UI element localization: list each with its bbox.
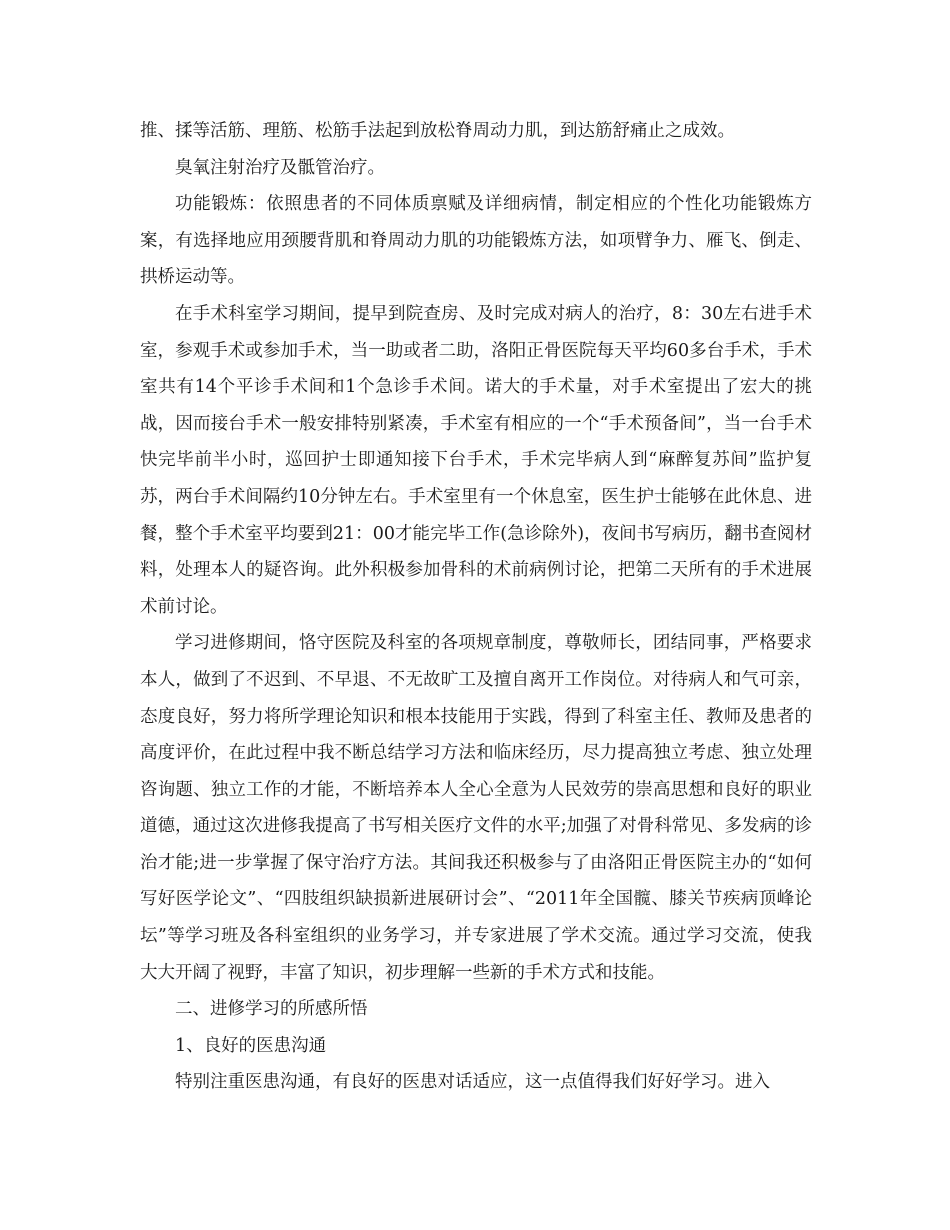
subsection-heading: 1、良好的医患沟通 [175,1035,327,1056]
paragraph: 功能锻炼：依照患者的不同体质禀赋及详细病情，制定相应的个性化功能锻炼方案，有选择地应用颈腰背肌和脊周动力肌的功能锻炼方法，如项臂争力、雁飞、倒走、拱桥运动等。 [140,194,812,288]
paragraph: 学习进修期间，恪守医院及科室的各项规章制度，尊敬师长，团结同事，严格要求本人，做到了不迟到、不早退、不无故旷工及擅自离开工作岗位。对待病人和气可亲，态度良好，努力将所学理论知识和根本技能用于实践，得到了科室主任、教师及患者的高度评价，在此过程中我不断总结学习方法和临床经历，尽力提高独立考虑、独立处理咨询题、独立工作的才能，不断培养本人全心全意为人民效劳的崇高思想和良好的职业道德，通过这次进修我提高了书写相关医疗文件的水平;加强了对骨科常见、多发病的诊治才能;进一步掌握了保守治疗方法。其间我还积极参与了由洛阳正骨医院主办的“如何写好医学论文”、“四肢组织缺损新进展研讨会”、“2011年全国髋、膝关节疾病顶峰论坛”等学习班及各科室组织的业务学习，并专家进展了学术交流。通过学习交流，使我大大开阔了视野，丰富了知识，初步理解一些新的手术方式和技能。 [140,633,812,983]
paragraph: 在手术科室学习期间，提早到院查房、及时完成对病人的治疗，8：30左右进手术室，参观手术或参加手术，当一助或者二助，洛阳正骨医院每天平均60多台手术，手术室共有14个平诊手术间和1个急诊手术间。诺大的手术量，对手术室提出了宏大的挑战，因而接台手术一般安排特别紧凑，手术室有相应的一个“手术预备间”，当一台手术快完毕前半小时，巡回护士即通知接下台手术，手术完毕病人到“麻醉复苏间”监护复苏，两台手术间隔约10分钟左右。手术室里有一个休息室，医生护士能够在此休息、进餐，整个手术室平均要到21：00才能完毕工作(急诊除外)，夜间书写病历，翻书查阅材料，处理本人的疑咨询。此外积极参加骨科的术前病例讨论，把第二天所有的手术进展术前讨论。 [140,303,812,617]
paragraph: 特别注重医患沟通，有良好的医患对话适应，这一点值得我们好好学习。进入 [175,1072,770,1093]
paragraph: 臭氧注射治疗及骶管治疗。 [175,157,385,178]
section-heading: 二、进修学习的所感所悟 [175,999,368,1020]
document-body [140,113,812,1101]
paragraph: 推、揉等活筋、理筋、松筋手法起到放松脊周动力肌，到达筋舒痛止之成效。 [140,121,735,141]
